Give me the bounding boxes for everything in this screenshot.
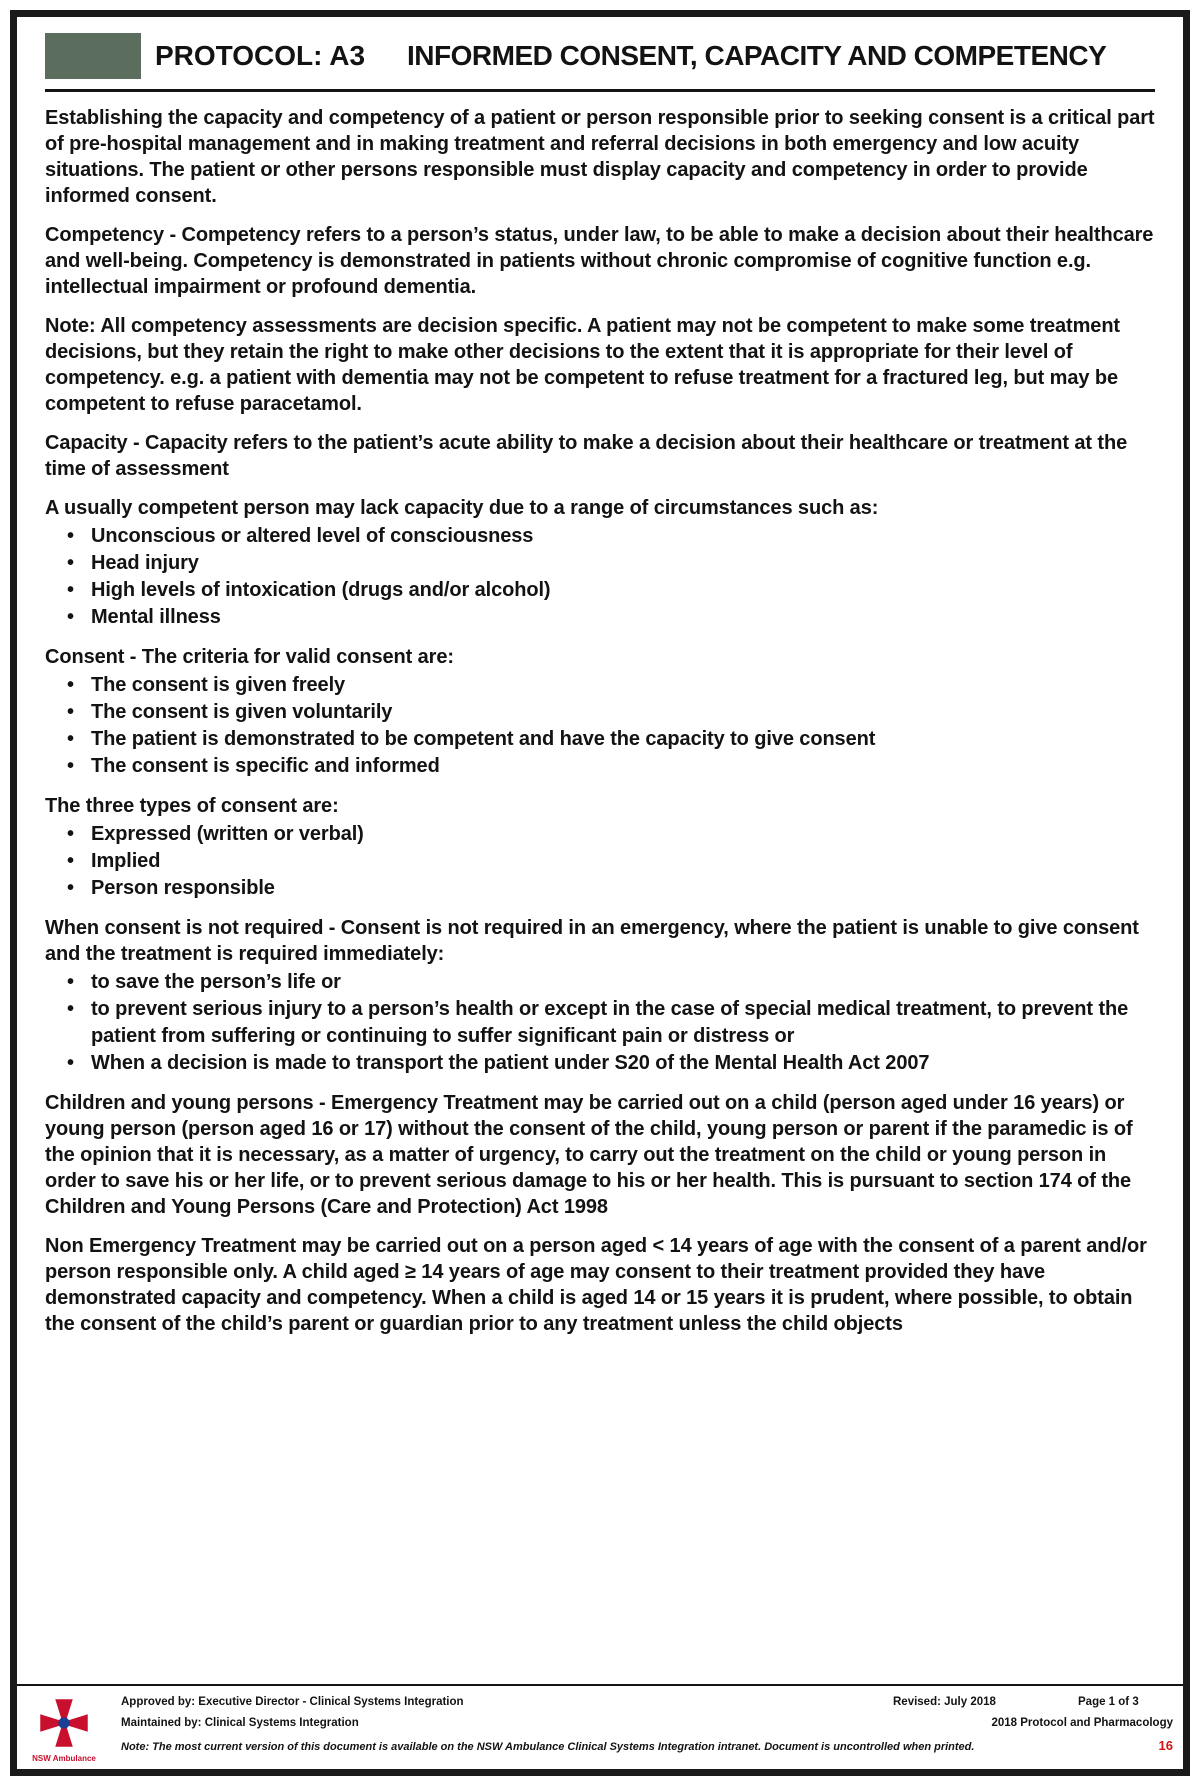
nsw-ambulance-logo xyxy=(25,1696,103,1763)
list-item: • Expressed (written or verbal) xyxy=(45,821,1155,848)
maintained-by-text: Maintained by: Clinical Systems Integration xyxy=(121,1717,359,1729)
competency-paragraph: Competency - Competency refers to a person’s status, under law, to be able to make a decision about their healthcare and well-being. Competency is demonstrated in patients without chronic compromise of cognitive function e.g. intellectual impairment or profound dementia. xyxy=(45,224,1154,298)
list-item: • Mental illness xyxy=(45,604,1155,631)
approved-by-text: Approved by: Executive Director - Clinical Systems Integration xyxy=(121,1696,464,1708)
list-item: • to prevent serious injury to a person’s health or except in the case of special medical treatment, to prevent the patient from suffering or continuing to suffer significant pain or distress or xyxy=(45,996,1155,1050)
logo-caption: NSW Ambulance xyxy=(32,1754,96,1763)
list-item: • Implied xyxy=(45,848,1155,875)
list-item: • When a decision is made to transport the patient under S20 of the Mental Health Act 2007 xyxy=(45,1050,1155,1077)
note-paragraph: Note: All competency assessments are decision specific. A patient may not be competent to make some treatment decisions, but they retain the right to make other decisions to the extent that it is appropriate for their level of competency. e.g. a patient with dementia may not be competent to refuse treatment for a fractured leg, but may be competent to refuse paracetamol. xyxy=(45,315,1120,415)
list-item: • to save the person’s life or xyxy=(45,969,1155,996)
page-count-text: Page 1 of 3 xyxy=(1078,1696,1139,1708)
list-item: • The patient is demonstrated to be competent and have the capacity to give consent xyxy=(45,726,1155,753)
consent-lead-paragraph: Consent - The criteria for valid consent are: xyxy=(45,646,454,668)
document-title: INFORMED CONSENT, CAPACITY AND COMPETENCY xyxy=(407,40,1107,71)
list-item: • The consent is given voluntarily xyxy=(45,699,1155,726)
list-item: • The consent is given freely xyxy=(45,672,1155,699)
maltese-cross-icon xyxy=(39,1735,89,1752)
consent-not-required-paragraph: When consent is not required - Consent is not required in an emergency, where the patient is unable to give consent and the treatment is required immediately: xyxy=(45,917,1139,965)
list-item: • Head injury xyxy=(45,550,1155,577)
capacity-list xyxy=(45,523,1155,631)
list-item: • Unconscious or altered level of consciousness xyxy=(45,523,1155,550)
document-footer xyxy=(17,1684,1183,1763)
children-paragraph: Children and young persons - Emergency Treatment may be carried out on a child (person aged under 16 years) or young person (person aged 16 or 17) without the consent of the child, young person or parent if the paramedic is of the opinion that it is necessary, as a matter of urgency, to carry out the treatment on the child or young person in order to save his or her life, or to prevent serious damage to his or her health. This is pursuant to section 174 of the Children and Young Persons (Care and Protection) Act 1998 xyxy=(45,1092,1133,1218)
list-item: • High levels of intoxication (drugs and/or alcohol) xyxy=(45,577,1155,604)
footer-note-text: Note: The most current version of this document is available on the NSW Ambulance Clinical Systems Integration intranet. Document is uncontrolled when printed. xyxy=(121,1741,975,1753)
page-frame xyxy=(10,10,1190,1776)
list-item: • Person responsible xyxy=(45,875,1155,902)
header-divider xyxy=(45,89,1155,92)
document-body xyxy=(45,105,1155,1337)
edition-text: 2018 Protocol and Pharmacology xyxy=(991,1717,1173,1729)
revised-date-text: Revised: July 2018 xyxy=(893,1696,996,1708)
document-header xyxy=(45,33,1155,79)
consent-list xyxy=(45,672,1155,780)
page-number: 16 xyxy=(1158,1738,1173,1753)
protocol-number: PROTOCOL: A3 xyxy=(155,40,366,71)
consent-types-list xyxy=(45,821,1155,902)
header-green-box xyxy=(45,33,141,79)
capacity-lead-paragraph: A usually competent person may lack capacity due to a range of circumstances such as: xyxy=(45,497,879,519)
intro-paragraph: Establishing the capacity and competency of a patient or person responsible prior to seeking consent is a critical part of pre-hospital management and in making treatment and referral decisions in both emergency and low acuity situations. The patient or other persons responsible must display capacity and competency in order to provide informed consent. xyxy=(45,107,1155,207)
non-emergency-paragraph: Non Emergency Treatment may be carried out on a person aged < 14 years of age with the consent of a parent and/or person responsible only. A child aged ≥ 14 years of age may consent to their treatment provided they have demonstrated capacity and competency. When a child is aged 14 or 15 years it is prudent, where possible, to obtain the consent of the child’s parent or guardian prior to any treatment unless the child objects xyxy=(45,1235,1147,1335)
list-item: • The consent is specific and informed xyxy=(45,753,1155,780)
capacity-paragraph: Capacity - Capacity refers to the patient’s acute ability to make a decision about their healthcare or treatment at the time of assessment xyxy=(45,432,1128,480)
consent-types-lead-paragraph: The three types of consent are: xyxy=(45,795,339,817)
consent-not-required-list xyxy=(45,969,1155,1077)
